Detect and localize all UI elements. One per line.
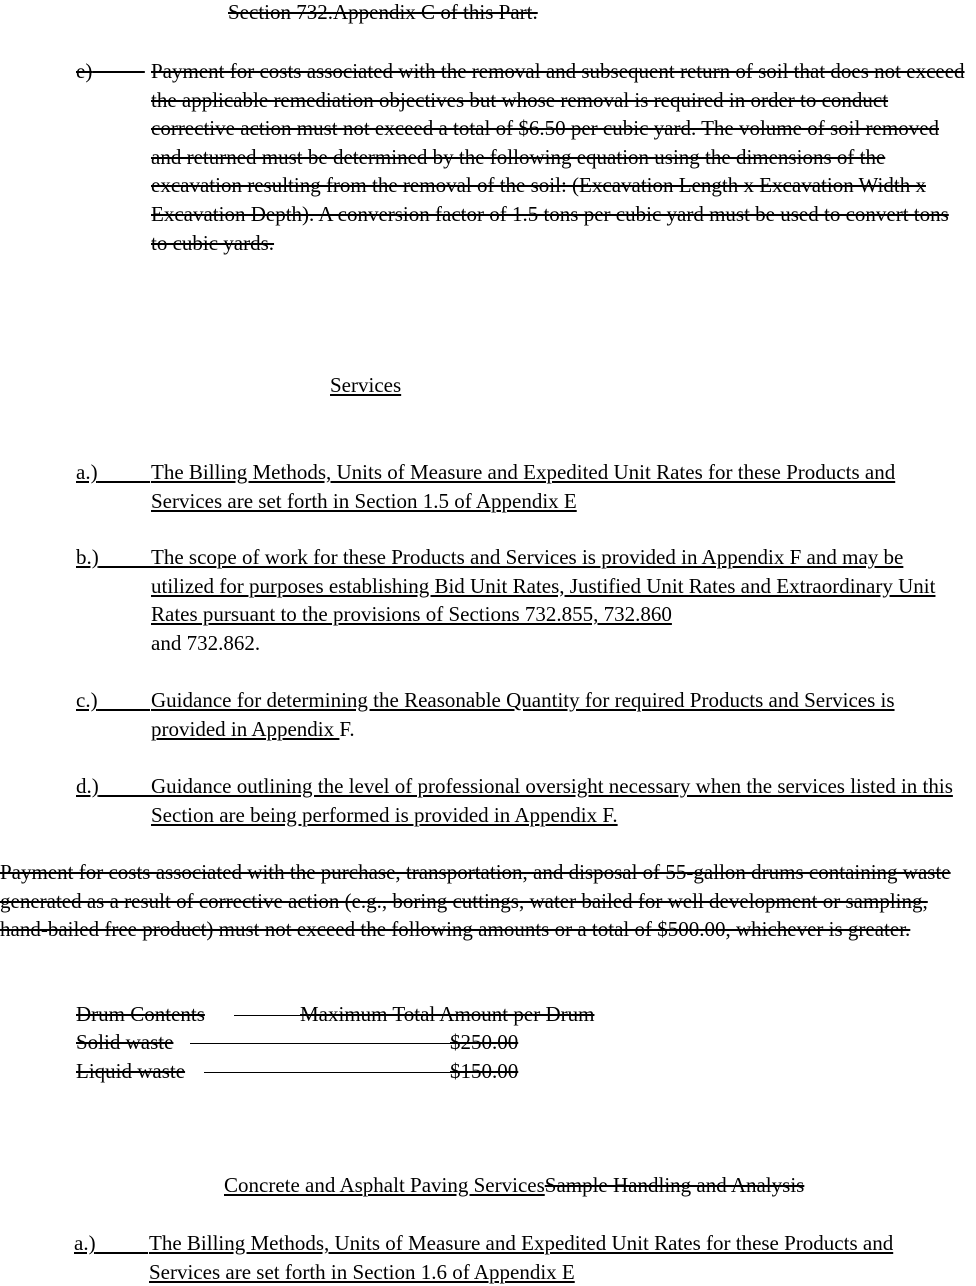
item-label: d.) (76, 774, 99, 798)
inserted-heading: Concrete and Asphalt Paving Services (224, 1173, 545, 1197)
deleted-section-reference: Section 732.Appendix C of this Part. (228, 0, 538, 24)
item-text: Guidance outlining the level of professional oversight necessary when the services listed in this Section are being performed is provided in Appendix F. (151, 774, 953, 827)
item-text: The Billing Methods, Units of Measure and Expedited Unit Rates for these Products and Services are set forth in Section 1.6 of Appendix E (149, 1231, 894, 1284)
deleted-heading: Sample Handling and Analysis (544, 1173, 805, 1197)
section-heading-concrete (224, 1171, 804, 1200)
amount-cell: $250.00 (450, 1030, 519, 1054)
drum-content-cell: Liquid waste (76, 1059, 186, 1083)
item-text: The scope of work for these Products and Services is provided in Appendix F and may be utilized for purposes establishing Bid Unit Rates, Justified Unit Rates and Extraordinary Unit Rates pursuant to the provisions of Sections 732.855, 732.860 and 732.862. (151, 545, 936, 655)
item-text: The Billing Methods, Units of Measure and Expedited Unit Rates for these Products and Services are set forth in Section 1.5 of Appendix E (151, 460, 896, 513)
amount-cell: $150.00 (450, 1059, 519, 1083)
drum-content-cell: Solid waste (76, 1030, 174, 1054)
section-heading-services: Services (330, 373, 402, 397)
paragraph-label: e) (76, 59, 93, 83)
drum-payment-paragraph: Payment for costs associated with the purchase, transportation, and disposal of 55-gallon drums containing waste generated as a result of corrective action (e.g., boring cuttings, water bailed for well development or sampling, hand-bailed free product) must not exceed the following amounts or a total of $500.00, whichever is greater. (0, 860, 951, 942)
item-label: a.) (76, 460, 98, 484)
item-label: c.) (76, 688, 98, 712)
item-text: Guidance for determining the Reasonable Quantity for required Products and Services is provided in Appendix F. (151, 688, 895, 741)
paragraph-text: Payment for costs associated with the removal and subsequent return of soil that does not exceed the applicable remediation objectives but whose removal is required in order to conduct corrective action must not exceed a total of $6.50 per cubic yard. The volume of soil removed and returned must be determined by the following equation using the dimensions of the excavation resulting from the removal of the soil: (Excavation Length x Excavation Width x Excavation Depth). A conversion factor of 1.5 tons per cubic yard must be used to convert tons to cubic yards. (151, 59, 965, 255)
item-label: b.) (76, 545, 99, 569)
max-amount-header: Maximum Total Amount per Drum (300, 1002, 595, 1026)
drum-contents-header: Drum Contents (76, 1002, 205, 1026)
item-label: a.) (74, 1231, 96, 1255)
leader-line (204, 1072, 450, 1073)
leader-line (190, 1043, 450, 1044)
